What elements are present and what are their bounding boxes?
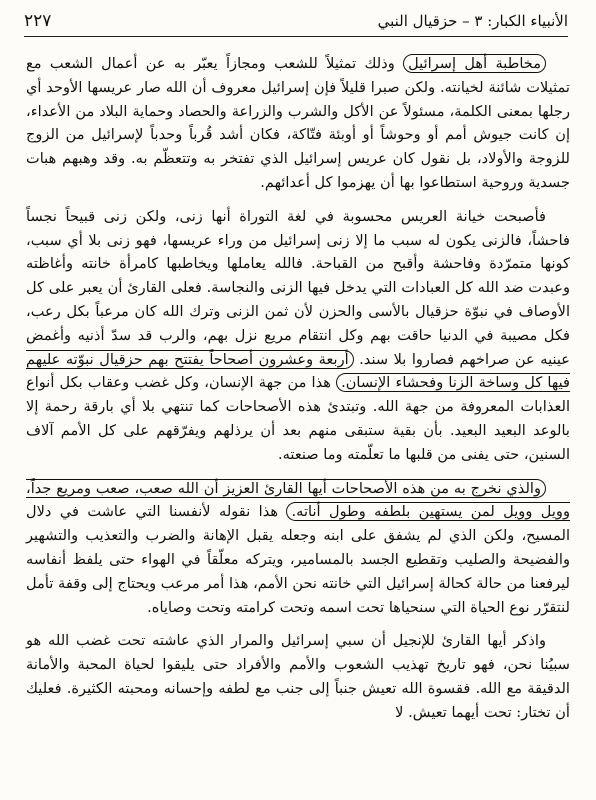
text-segment: فأصبحت خيانة العريس محسوبة في لغة التوراة أنها زنى، ولكن زنى قبيحاً نجساً فاحشاً، فالزنى يكون له سبب ما إلا زنى إسرائيل من وراء عريسها، فهو زنى بلا أي سبب، كونها متمرّدة وفاحشة وأقبح من القباحة. فالله يعاملها ويخاطبها كامرأة خانته وأغاظته وعبدت ضد الله كل العبادات التي يدخل فيها الزنى والنجاسة. فعلى القارئ أن يعبر على كل الأوصاف في نبوّة حزقيال بالأسى والحزن لأن ثمن الزنى وترك الله كان مرعباً بكل رعب، فكل مصيبة في الدنيا حاقت بهم وكل انتقام مريع نزل بهم، والرب قد سدّ أذنيه وأغمض عينيه عن صراخهم فصاروا بلا سند.: [26, 207, 570, 368]
highlighted-passage: أربعة وعشرون أصحاحاً يفتتح بهم حزقيال نبوّته عليهم فيها كل وساخة الزنا وفحشاء الإنسان.: [26, 350, 570, 392]
text-segment: وذلك تمثيلاً للشعب ومجازاً يعبّر به عن أعمال الشعب مع تمثيلات شائنة لخيانته. ولكن صبرا قليلاً فإن إسرائيل معروف أن الله صار عريسها الأوحد أي رجلها بمعنى الكلمة، مسئولاً عن الأكل والشرب والزراعة والحصاد وحماية البلاد من الأعداء، إن كانت جيوش أمم أو وحوشاً أو أوبئة فتّاكة، فكان أشد قُرباً وحدباً لإسرائيل من الزوج للزوجة والأولاد، بل نقول كان عريس إسرائيل الذي تفتخر به وتتعظّم به. وقد وهبهم هبات جسدية وروحية استطاعوا بها أن يهزموا كل أعدائهم.: [26, 55, 570, 191]
text-segment: هذا نقوله لأنفسنا التي عاشت في دلال المسيح، ولكن الذي لم يشفق على ابنه وجعله يقبل الإهانة والضرب والتعذيب والتشهير والفضيحة والصليب وتقطيع الجسد بالمسامير، ويتركه معلّقاً في الهواء حتى يلفظ أنفاسه ليرفعنا من حالة كحالة إسرائيل التي خانته نحن الأمم، هذا أمر مرعب ويحتاج إلى وقفة تأمل لنتقرّر نوع الحياة التي سنحياها تحت اسمه وتحت كرامته وتحت وصاياه.: [26, 503, 570, 616]
highlighted-passage: والذي نخرج به من هذه الأصحاحات أيها القارئ العزيز أن الله صعب، صعب ومريع جداً، وويل وويل لمن يستهين بلطفه وطول أناته.: [26, 479, 571, 521]
paragraph: [26, 629, 570, 724]
page-number: ٢٢٧: [24, 11, 52, 31]
running-header: [24, 6, 568, 37]
running-title: الأنبياء الكبار: ٣ – حزقيال النبي: [377, 12, 568, 30]
paragraph: [26, 205, 570, 467]
highlighted-passage: مخاطبة أهل إسرائيل: [403, 54, 546, 73]
paragraph: [26, 477, 570, 620]
body-text: [26, 52, 570, 796]
text-segment: واذكر أيها القارئ للإنجيل أن سبي إسرائيل والمرار الذي عاشته تحت غضب الله هو سبيُنا نحن، فهو تاريخ تهذيب الشعوب والأمم والأفراد حتى يليقوا لحياة المحبة والأمانة الدقيقة مع الله. فقسوة الله تعيش جنباً إلى جنب مع لطفه وإحسانه ومحبته الكثيرة. فعليك أن تختار: تحت أيهما تعيش. لا: [26, 632, 570, 721]
paragraph: [26, 52, 570, 195]
text-segment: هذا من جهة الإنسان، وكل غضب وعقاب بكل أنواع العذابات المعروفة من جهة الله. وتبتدئ هذه الأصحاحات كما تنتهي بلا أي بارقة رحمة إلا بالوعد البعيد البعيد. بأن بقية ستبقى منهم بعد أن يرذلهم ويفرّقهم على كل الأمم آلاف السنين، حتى يفنى من قلبها ما تعلّمته وما صنعته.: [26, 374, 570, 463]
